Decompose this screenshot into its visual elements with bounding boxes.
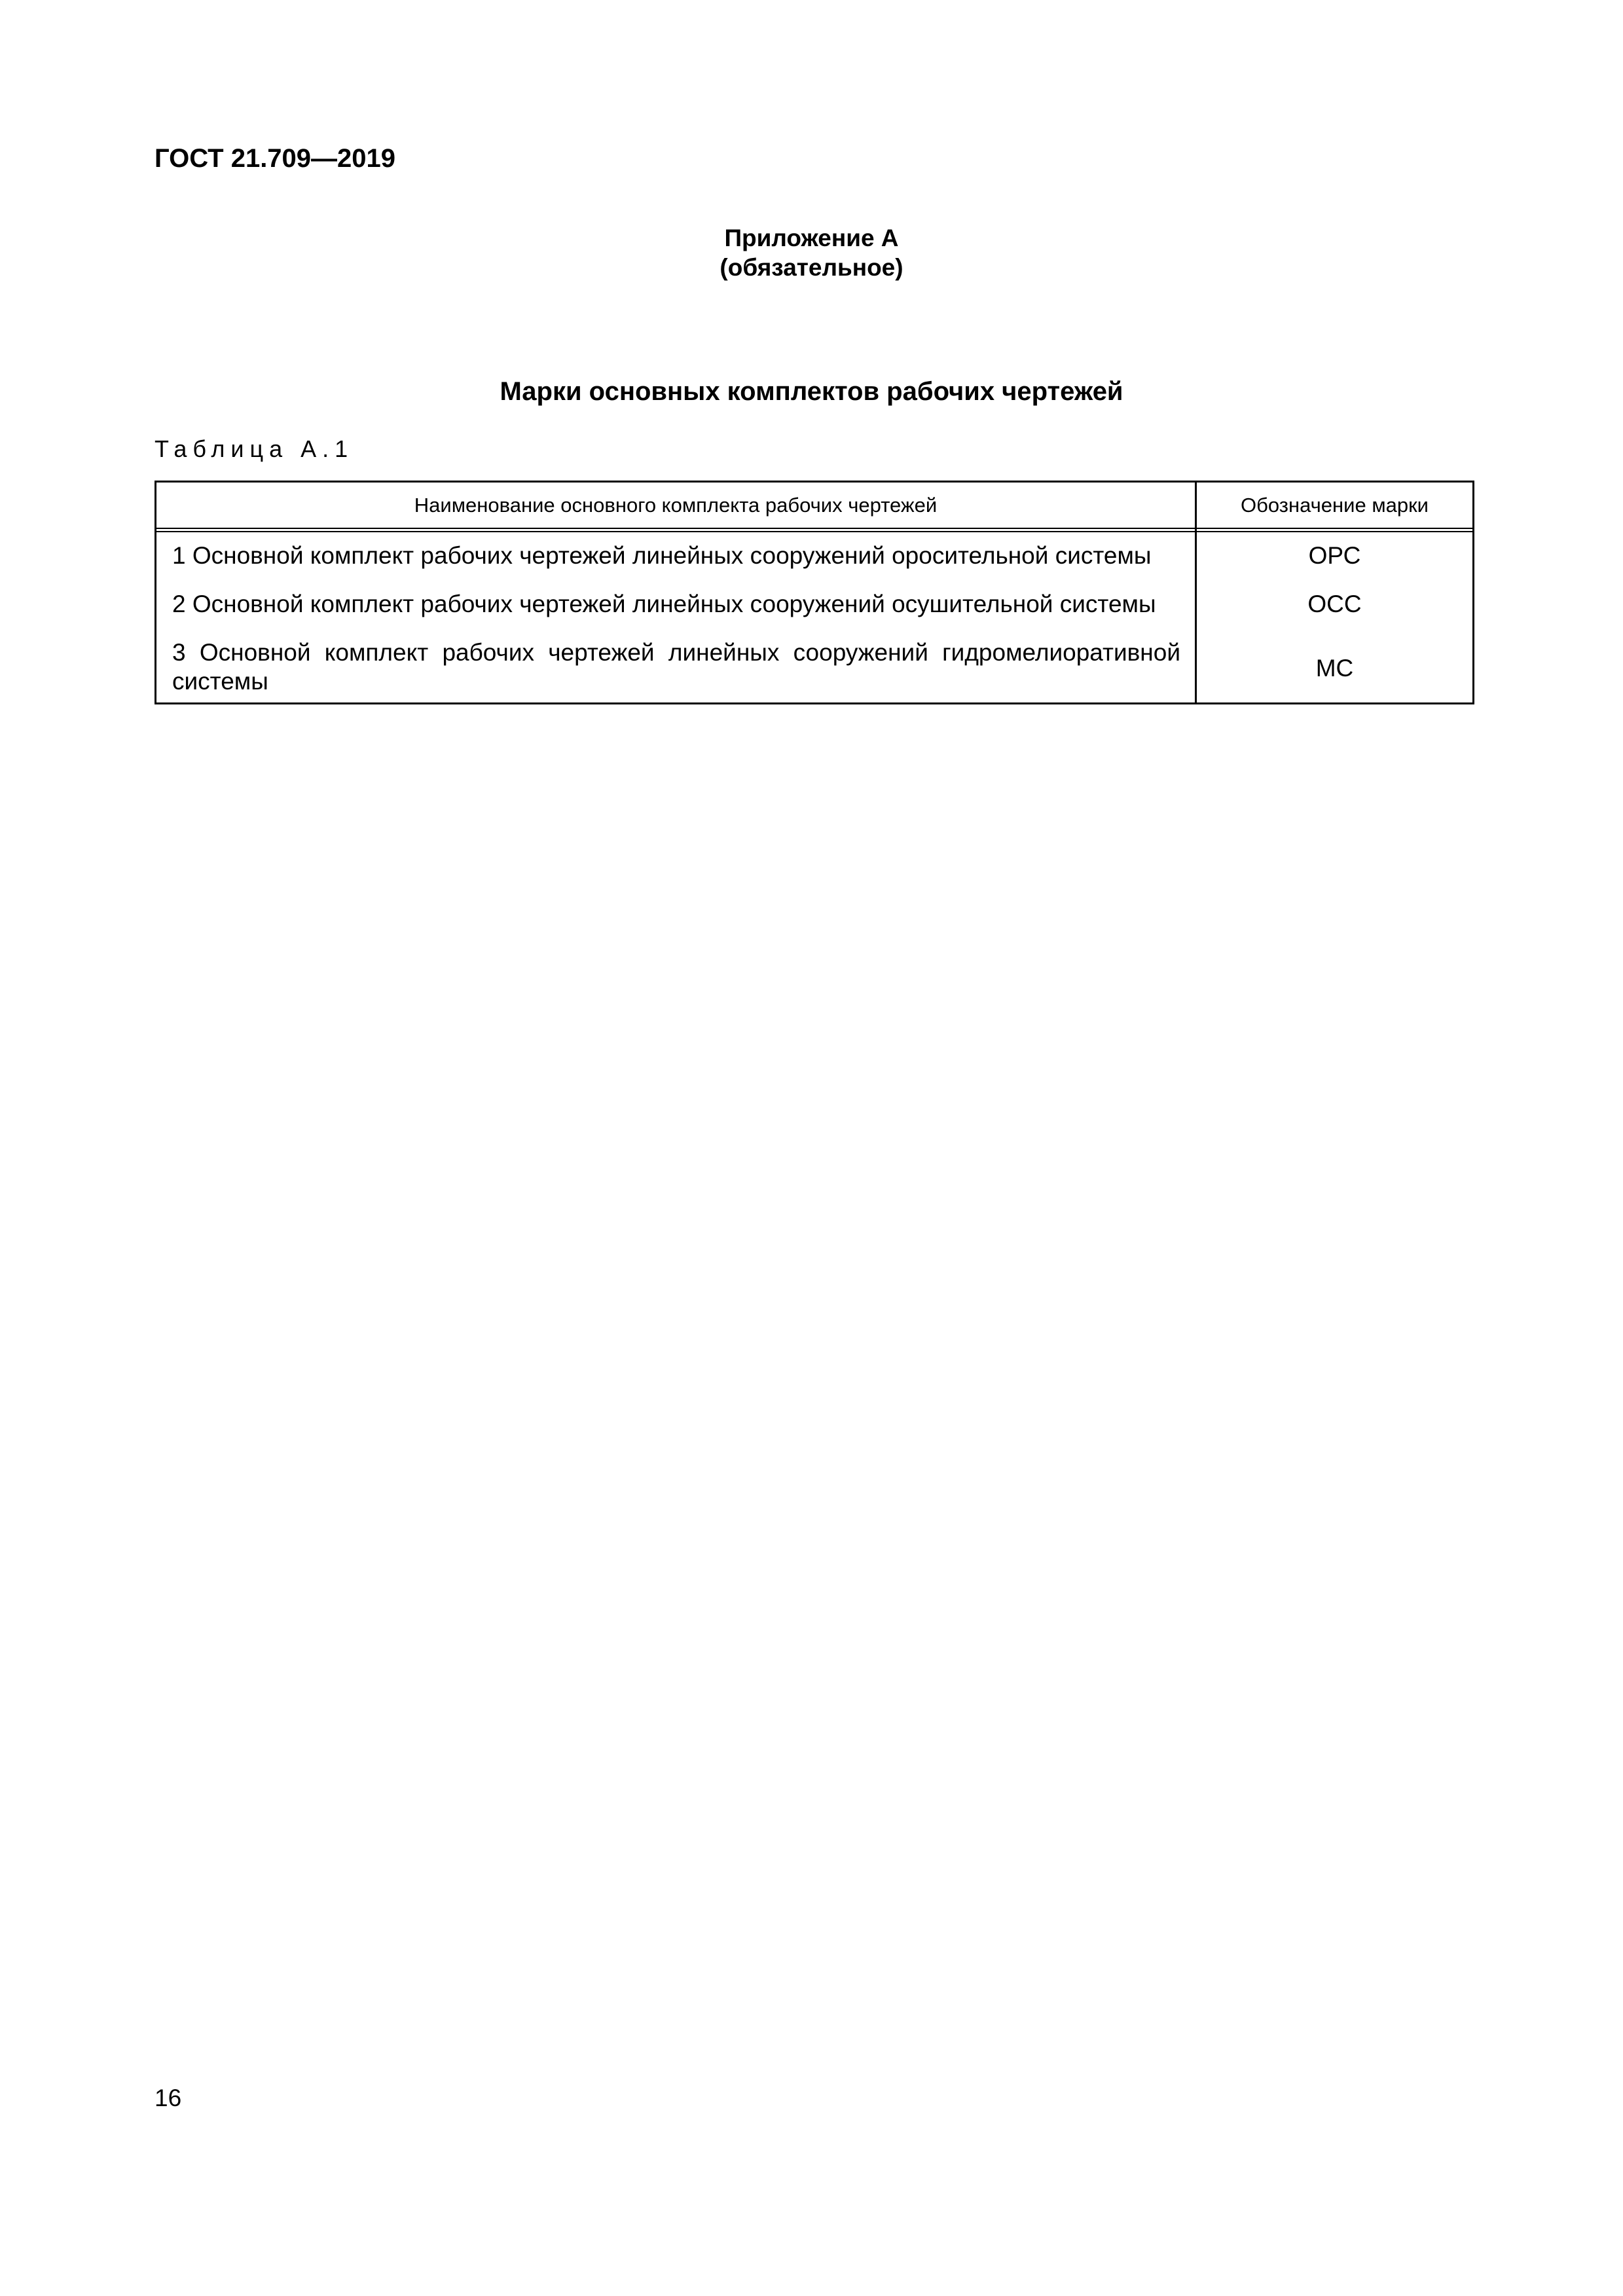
row-2-name: 2 Основной комплект рабочих чертежей линейных сооружений осушительной системы: [172, 591, 1156, 617]
appendix-status: (обязательное): [720, 254, 903, 281]
document-code: ГОСТ 21.709—2019: [155, 144, 396, 173]
marks-table: [155, 481, 1474, 704]
table-label: Таблица А.1: [155, 435, 354, 462]
section-title: Марки основных комплектов рабочих чертежей: [500, 377, 1123, 406]
row-1-name: 1 Основной комплект рабочих чертежей линейных сооружений оросительной системы: [172, 542, 1152, 569]
row-1-mark: ОРС: [1308, 542, 1361, 569]
column-header-mark: Обозначение марки: [1240, 493, 1429, 517]
page-number: 16: [155, 2085, 182, 2111]
appendix-title: Приложение А: [724, 225, 899, 251]
header-divider: [156, 528, 1472, 532]
column-header-name: Наименование основного комплекта рабочих чертежей: [414, 493, 938, 517]
row-3-mark: МС: [1315, 655, 1354, 682]
row-2-mark: ОСС: [1307, 591, 1362, 617]
row-3-name: 3 Основной комплект рабочих чертежей линейных сооружений гидромелиоративной системы: [172, 639, 1180, 695]
